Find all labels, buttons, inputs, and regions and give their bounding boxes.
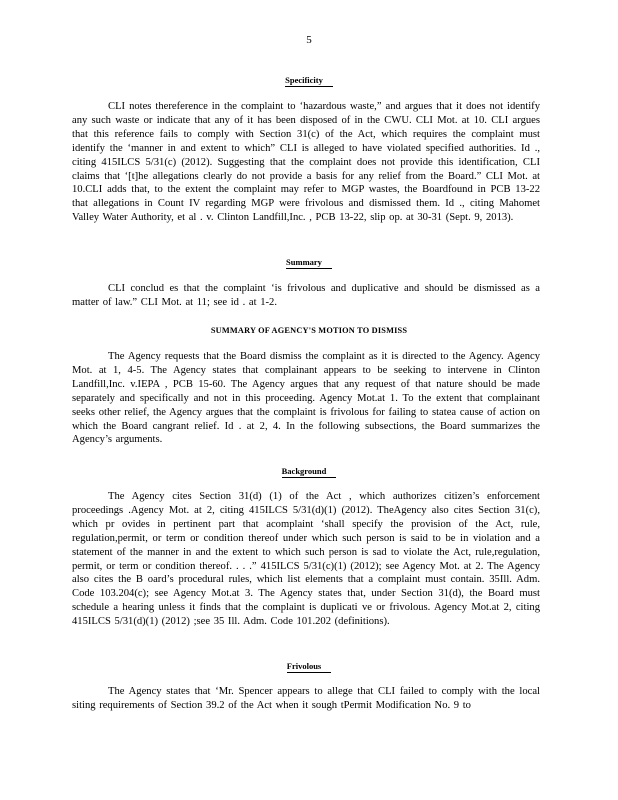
paragraph-summary: CLI conclud es that the complaint ‘is frivolous and duplicative and should be dismissed as a matter of law.” CLI Mot. at 11; see id . at 1-2.	[72, 283, 540, 308]
page-number: 5	[306, 34, 312, 46]
paragraph-background: The Agency cites Section 31(d) (1) of the Act , which authorizes citizen’s enforcement proceedings .Agency Mot. at 2, citing 415ILCS 5/31(d)(1) (2012). TheAgency also cites Section 31(c), which pr ovides in pertinent part that acomplaint ‘shall specify the provision of the Act, rule, regulation,permit, or term or condition thereof under which such person is said to be in violation and a statement of the manner in and the extent to which such person is sad to violate the Act, rule,regulation, permit, or term or condition thereof. . . .” 415ILCS 5/31(c)(1) (2012); see Agency Mot. at 2. The Agency also cites the B oard’s procedural rules, which list elements that a complaint must contain. 35Ill. Adm. Code 103.204(c); see Agency Mot.at 3. The Agency states that, under Section 31(d), the Board must schedule a hearing unless it finds that the complaint is duplicati ve or frivolous. Agency Mot.at 2, citing 415ILCS 5/31(d)(1) (2012) ;see 35 Ill. Adm. Code 101.202 (definitions).	[72, 491, 540, 628]
heading-background: Background	[0, 466, 618, 476]
paragraph-frivolous: The Agency states that ‘Mr. Spencer appears to allege that CLI failed to comply with the local siting requirements of Section 39.2 of the Act when it sough tPermit Modification No. 9 to	[72, 686, 540, 711]
paragraph-specificity: CLI notes thereference in the complaint to ‘hazardous waste,” and argues that it does not identify any such waste or indicate that any of it has been disposed of in the CWU. CLI Mot. at 10. CLI argues that this reference fails to comply with Section 31(c) of the Act, which requires the complaint must identify the ‘manner in and extent to which” CLI is alleged to have violated specified authorities. Id ., citing 415ILCS 5/31(c) (2012). Suggesting that the complaint does not provide this identification, CLI claims that ‘[t]he allegations clearly do not provide a basis for any relief from the Board.” CLI Mot. at 10.CLI adds that, to the extent the complaint may refer to MGP wastes, the Boardfound in PCB 13-22 that allegations in Count IV regarding MGP were frivolous and dismissed them. Id ., citing Mahomet Valley Water Authority, et al . v. Clinton Landfill,Inc. , PCB 13-22, slip op. at 30-31 (Sept. 9, 2013).	[72, 101, 540, 224]
heading-summary-agency-motion: SUMMARY OF AGENCY'S MOTION TO DISMISS	[210, 326, 408, 335]
heading-summary: Summary	[0, 257, 618, 267]
heading-frivolous: Frivolous	[0, 661, 618, 671]
paragraph-agency-motion: The Agency requests that the Board dismiss the complaint as it is directed to the Agency. Agency Mot. at 1, 4-5. The Agency states that complainant appears to be seeking to intervene in Clinton Landfill,Inc. v.IEPA , PCB 15-60. The Agency argues that any request of that nature should be made separately and specifically and not in this proceeding. Agency Mot.at 1. To the extent that complainant seeks other relief, the Agency argues that the complaint is frivolous for failing to statea cause of action on which the Board cangrant relief. Id . at 2, 4. In the following subsections, the Board summarizes the Agency’s arguments.	[72, 351, 540, 446]
heading-specificity: Specificity	[0, 75, 618, 85]
